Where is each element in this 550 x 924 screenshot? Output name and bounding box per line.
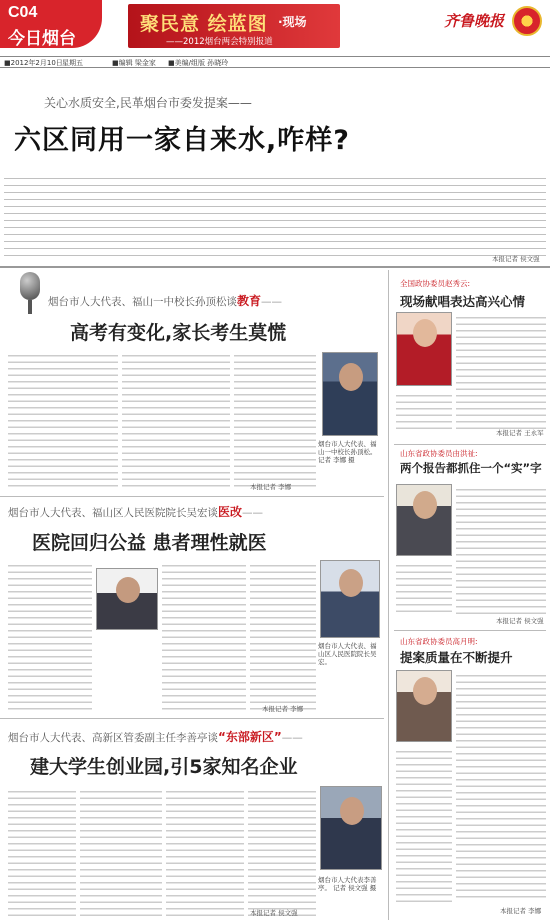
issue-date: ■2012年2月10日 (4, 59, 63, 67)
sidebar1-kicker: 全国政协委员赵秀云: (400, 279, 471, 288)
design-credit: ■美编/组版 孙晓玲 (168, 59, 229, 67)
sidebar2-body-2 (396, 560, 452, 614)
story1-kicker-text: 烟台市人大代表、福山一中校长孙顶松谈 (48, 296, 237, 308)
lead-headline: 六区同用一家自来水,咋样? (14, 125, 350, 156)
story3-body-col4 (248, 786, 316, 918)
story3-caption: 烟台市人大代表李善亭。 记者 侯文强 摄 (318, 876, 377, 892)
story1-body-col1 (8, 350, 118, 490)
sidebar3-title: 提案质量在不断提升 (400, 650, 513, 665)
story2-kicker-topic: 医改 (218, 505, 243, 519)
story3-kicker: 烟台市人大代表、高新区管委副主任李善亭谈“东部新区”—— (8, 730, 303, 744)
paper-logo: 齐鲁晚报 (444, 12, 505, 30)
story1-photo (322, 352, 378, 436)
sidebar2-byline: 本报记者 侯文强 (496, 617, 544, 625)
story3-body-col2 (80, 786, 162, 918)
section-name: 今日烟台 (8, 29, 76, 49)
info-bar (0, 56, 550, 68)
story2-kicker: 烟台市人大代表、福山区人民医院院长吴宏谈医改—— (8, 505, 264, 519)
lead-kicker: 关心水质安全,民革烟台市委发提案—— (44, 96, 252, 110)
sidebar1-body-2 (396, 390, 452, 432)
story2-body-col1 (8, 560, 92, 710)
story1-byline: 本报记者 李娜 (250, 483, 292, 491)
story3-body-col1 (8, 786, 76, 918)
story3-kicker-text: 烟台市人大代表、高新区管委副主任李善亭谈 (8, 732, 218, 744)
story3-headline: 建大学生创业园,引5家知名企业 (30, 756, 298, 778)
banner-title: 聚民意 绘蓝图 (140, 13, 268, 35)
sidebar1-photo (396, 312, 452, 386)
congress-emblem-icon (512, 6, 542, 36)
sidebar2-photo (396, 484, 452, 556)
story2-photo-2 (320, 560, 380, 638)
story3-body-col3 (166, 786, 244, 918)
sidebar1-body (456, 312, 546, 432)
masthead (0, 0, 550, 56)
story2-kicker-text: 烟台市人大代表、福山区人民医院院长吴宏谈 (8, 507, 218, 519)
sidebar3-kicker: 山东省政协委员高月明: (400, 637, 478, 646)
sidebar3-byline: 本报记者 李娜 (500, 907, 542, 915)
section-number: C04 (8, 4, 38, 21)
story2-body-col2 (162, 560, 246, 710)
sidebar1-title: 现场献唱表达高兴心情 (400, 294, 526, 309)
sidebar2-kicker: 山东省政协委员由洪祉: (400, 449, 478, 458)
story1-headline: 高考有变化,家长考生莫慌 (70, 322, 287, 344)
sidebar3-body-2 (396, 746, 452, 902)
story3-byline: 本报记者 侯文强 (250, 909, 298, 917)
special-banner (128, 4, 340, 48)
sidebar1-byline: 本报记者 王永军 (496, 429, 544, 437)
story2-photo (96, 568, 158, 630)
issue-weekday: 星期五 (62, 59, 83, 67)
story1-kicker-topic: 教育 (237, 294, 262, 308)
sidebar2-title: 两个报告都抓住一个“实”字 (400, 461, 542, 475)
story2-byline: 本报记者 李娜 (262, 705, 304, 713)
story1-caption: 烟台市人大代表、福山一中校长孙顶松。 记者 李娜 摄 (318, 440, 377, 464)
sidebar3-photo (396, 670, 452, 742)
editor-credit: ■编辑 梁金家 (112, 59, 156, 67)
banner-sub: ——2012烟台两会特别报道 (166, 37, 273, 47)
story3-kicker-topic: “东部新区” (218, 730, 282, 744)
story2-caption: 烟台市人大代表、福山区人民医院院长吴宏。 (318, 642, 377, 666)
story2-body-col3 (250, 560, 316, 710)
story1-body-col2 (122, 350, 230, 490)
story3-photo (320, 786, 382, 870)
lead-body-text (4, 172, 546, 258)
sidebar3-body (456, 670, 546, 902)
story1-kicker: 烟台市人大代表、福山一中校长孙顶松谈教育—— (48, 294, 283, 308)
section-tab (0, 0, 102, 56)
story2-headline: 医院回归公益 患者理性就医 (32, 532, 267, 554)
lead-byline: 本报记者 侯文强 (492, 255, 540, 263)
story1-body-col3 (234, 350, 316, 490)
sidebar2-body (456, 484, 546, 614)
banner-tag: ·现场 (278, 15, 307, 29)
